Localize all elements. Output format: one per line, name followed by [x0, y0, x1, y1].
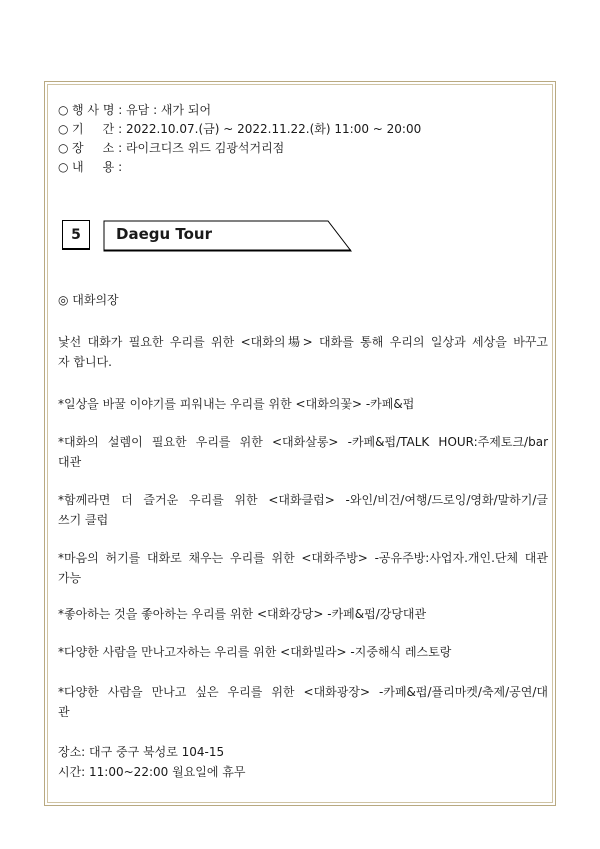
- list-item: *대화의 설렘이 필요한 우리를 위한 <대화살롱> -카페&펍/TALK HOUR:주제토크/bar 대관: [58, 435, 548, 469]
- address-line: 장소: 대구 중구 북성로 104-15: [58, 745, 225, 759]
- list-item: *다양한 사람을 만나고 싶은 우리를 위한 <대화광장> -카페&펍/플리마켓/축제/공연/대 관: [58, 685, 548, 719]
- intro-paragraph: 낯선 대화가 필요한 우리를 위한 <대화의場> 대화를 통해 우리의 일상과 세상을 바꾸고 자 합니다.: [58, 335, 548, 369]
- value-period: 2022.10.07.(금) ~ 2022.11.22.(화) 11:00 ~ 20:00: [125, 122, 422, 136]
- section-number: 5: [62, 220, 90, 250]
- content-heading: ◎ 대화의장: [58, 293, 119, 307]
- event-info: [58, 101, 421, 177]
- list-item: *마음의 허기를 대화로 채우는 우리를 위한 <대화주방> -공유주방:사업자.개인.단체 대관 가능: [58, 551, 548, 585]
- label-event-name: 행 사 명: [72, 103, 115, 117]
- circle-bullet: ○: [58, 122, 69, 136]
- list-item: *일상을 바꿀 이야기를 피워내는 우리를 위한 <대화의꽃> -카페&펍: [58, 397, 415, 411]
- circle-bullet: ○: [58, 141, 69, 155]
- list-item: *함께라면 더 즐거운 우리를 위한 <대화클럽> -와인/비건/여행/드로잉/영화/말하기/글 쓰기 클럽: [58, 493, 548, 527]
- list-item: *다양한 사람을 만나고자하는 우리를 위한 <대화빌라> -지중해식 레스토랑: [58, 645, 452, 659]
- label-content: 내 용: [72, 160, 115, 174]
- hours-line: 시간: 11:00~22:00 월요일에 휴무: [58, 765, 246, 779]
- list-item: *좋아하는 것을 좋아하는 우리를 위한 <대화강당> -카페&펍/강당대관: [58, 607, 427, 621]
- info-row-name: ○ 행 사 명 : 유담 : 새가 되어: [58, 101, 421, 120]
- circle-bullet: ○: [58, 103, 69, 117]
- circle-bullet: ○: [58, 160, 69, 174]
- info-row-content: ○ 내 용 :: [58, 158, 421, 177]
- section-title: Daegu Tour: [116, 225, 213, 243]
- label-place: 장 소: [72, 141, 115, 155]
- info-row-period: ○ 기 간 : 2022.10.07.(금) ~ 2022.11.22.(화) 11:00 ~ 20:00: [58, 120, 421, 139]
- value-event-name: 유담 : 새가 되어: [126, 103, 212, 117]
- value-place: 라이크디즈 위드 김광석거리점: [125, 141, 285, 155]
- label-period: 기 간: [72, 122, 115, 136]
- section-header: [62, 220, 352, 252]
- info-row-place: ○ 장 소 : 라이크디즈 위드 김광석거리점: [58, 139, 421, 158]
